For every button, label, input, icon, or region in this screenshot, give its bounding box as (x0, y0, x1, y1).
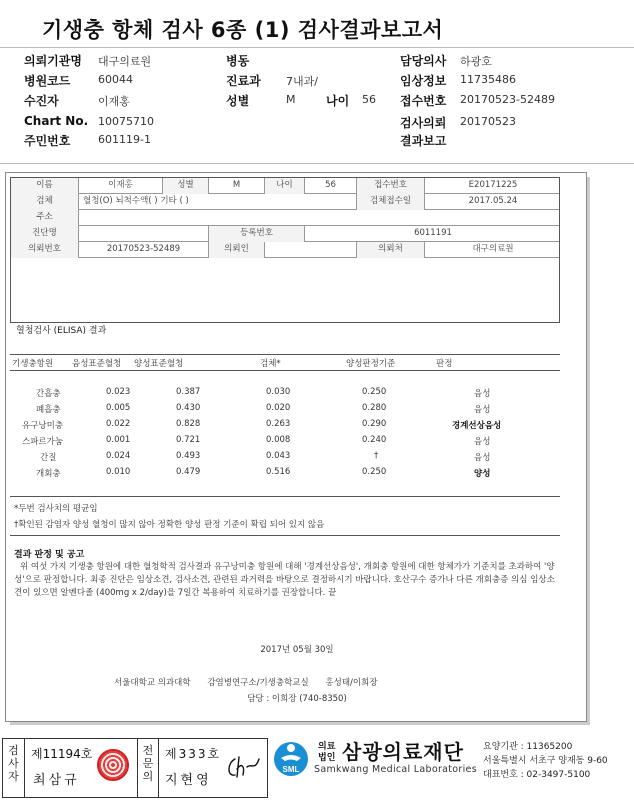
receipt-cell-value: E20171225 (468, 180, 518, 190)
name-value: 이재홍 (79, 178, 163, 194)
hospital-code-value: 60044 (98, 73, 133, 86)
receipt-cell-label: 접수번호 (357, 178, 425, 194)
chart-no-label: Chart No. (24, 114, 89, 128)
exam-request-label: 검사의뢰 (400, 116, 447, 130)
conclusion-title: 결과 판정 및 공고 (14, 550, 85, 560)
note-average: *두번 검사치의 평균임 (14, 504, 98, 514)
clinical-info-label: 임상정보 (400, 74, 447, 88)
name-label: 이름 (11, 178, 79, 194)
antigen-cell: 간흡충 (36, 389, 61, 399)
specialist-signature-icon (225, 753, 261, 783)
report-document (5, 172, 587, 722)
org-people: 홍성태/이희장 (325, 678, 378, 688)
org-line (114, 676, 392, 688)
verdict-cell: 음성 (474, 405, 491, 415)
sample-cell: 0.516 (266, 467, 291, 477)
header-row-5 (0, 132, 634, 150)
table-row (10, 467, 560, 481)
age-cell-label: 나이 (265, 178, 305, 194)
sex-label: 성별 (226, 94, 250, 108)
receipt-no-label: 접수번호 (400, 94, 447, 108)
sample-cell: 0.008 (266, 435, 291, 445)
signature-box (2, 738, 268, 798)
document-shadow-right (587, 177, 590, 723)
pos-cell: 0.479 (176, 467, 201, 477)
resident-no-value: 601119-1 (98, 133, 151, 146)
col-neg-standard: 음성표준혈청 (72, 359, 122, 369)
agency-code: 요양기관 : 11365200 (483, 742, 573, 752)
reg-no-label: 등록번호 (209, 226, 305, 242)
info-row-diagnosis (11, 226, 559, 242)
reg-no-value: 6011191 (414, 228, 452, 238)
specimen-date-value: 2017.05.24 (468, 196, 518, 206)
antigen-cell: 스파르가눔 (22, 437, 64, 447)
sample-cell: 0.020 (266, 403, 291, 413)
org-info (483, 740, 608, 782)
document-shadow-bottom (10, 722, 590, 725)
pos-cell: 0.721 (176, 435, 201, 445)
request-no-label: 의뢰번호 (11, 242, 79, 258)
receipt-no-value: 20170523-52489 (460, 93, 555, 106)
table-row (10, 403, 560, 417)
neg-cell: 0.022 (106, 419, 131, 429)
brand-prefix: 의료 법인 (318, 742, 336, 763)
cutoff-cell: 0.240 (362, 435, 387, 445)
requesting-org-label: 의뢰기관명 (24, 54, 82, 68)
org-lab: 감염병연구소/기생충학교실 (207, 678, 309, 688)
info-row-request (11, 242, 559, 258)
diagnosis-value (79, 226, 209, 242)
info-row-address (11, 210, 559, 226)
org-phone: 대표번호 : 02-3497-5100 (483, 770, 591, 780)
sample-cell: 0.263 (266, 419, 291, 429)
col-antigen: 기생충항원 (12, 359, 54, 369)
sml-logo-icon (272, 740, 310, 778)
cutoff-cell: † (374, 451, 379, 461)
note-cutoff: †확인된 감염자 양성 혈청이 많지 않아 정확한 양성 판정 기준이 확립 되어 있지 않음 (14, 520, 325, 530)
header-row-2 (0, 72, 634, 90)
header-divider (0, 47, 634, 48)
info-row-name (11, 178, 559, 194)
report-date: 2017년 05월 30일 (260, 645, 334, 655)
antigen-cell: 간질 (40, 453, 57, 463)
attending-doctor-value: 하광호 (460, 55, 492, 68)
specialist-label: 전문의 (137, 739, 159, 797)
requesting-org-value: 대구의료원 (98, 55, 152, 68)
specimen-label: 검체 (11, 194, 79, 210)
cutoff-cell: 0.280 (362, 403, 387, 413)
col-verdict: 판정 (436, 359, 453, 369)
examiner-seal-icon (97, 749, 129, 781)
neg-cell: 0.005 (106, 403, 131, 413)
sample-cell: 0.043 (266, 451, 291, 461)
examiner-name: 최삼규 (33, 773, 80, 788)
resident-no-label: 주민번호 (24, 134, 71, 148)
neg-cell: 0.001 (106, 435, 131, 445)
sex-cell-value: M (209, 178, 265, 194)
address-label: 주소 (11, 210, 79, 226)
age-cell-value: 56 (305, 178, 357, 194)
attending-doctor-label: 담당의사 (400, 54, 447, 68)
examiner-label: 검사자 (3, 739, 25, 797)
verdict-cell: 경계선상음성 (452, 421, 502, 431)
footer (0, 736, 634, 802)
examinee-label: 수진자 (24, 94, 59, 108)
department-value: 7내과/ (286, 75, 318, 88)
col-sample: 검체* (260, 359, 281, 369)
verdict-cell: 음성 (474, 437, 491, 447)
antigen-cell: 폐흡충 (36, 405, 61, 415)
results-header (10, 354, 560, 371)
header-row-4 (0, 114, 634, 132)
table-row (10, 451, 560, 465)
chart-no-value: 10075710 (98, 115, 154, 128)
sml-logo-text: SML (282, 765, 300, 774)
sex-cell-label: 성별 (163, 178, 209, 194)
org-university: 서울대학교 의과대학 (114, 678, 191, 688)
report-title: 기생충 항체 검사 6종 (1) 검사결과보고서 (42, 18, 444, 42)
hospital-code-label: 병원코드 (24, 74, 71, 88)
org-address: 서울특별시 서초구 양재동 9-60 (483, 756, 608, 766)
specialist-license: 제333호 (165, 747, 222, 761)
neg-cell: 0.024 (106, 451, 131, 461)
info-row-specimen (11, 194, 559, 210)
result-report-label: 결과보고 (400, 134, 447, 148)
neg-cell: 0.023 (106, 387, 131, 397)
requester-value (265, 242, 357, 258)
pos-cell: 0.828 (176, 419, 201, 429)
col-cutoff: 양성판정기준 (346, 359, 396, 369)
contact-line: 담당 : 이희장 (740-8350) (247, 694, 347, 704)
age-value: 56 (362, 93, 376, 106)
table-row (10, 387, 560, 401)
sample-cell: 0.030 (266, 387, 291, 397)
request-no-value: 20170523-52489 (79, 242, 209, 258)
cutoff-cell: 0.290 (362, 419, 387, 429)
pos-cell: 0.493 (176, 451, 201, 461)
examinee-value: 이재홍 (98, 95, 130, 108)
info-row-blank (11, 258, 559, 322)
patient-info-table (10, 177, 560, 323)
examiner-license: 제11194호 (31, 747, 93, 761)
antigen-cell: 개회충 (36, 469, 61, 479)
request-place-label: 의뢰처 (357, 242, 425, 258)
neg-cell: 0.010 (106, 467, 131, 477)
exam-request-value: 20170523 (460, 115, 516, 128)
antigen-cell: 유구낭미충 (22, 421, 64, 431)
requester-label: 의뢰인 (209, 242, 265, 258)
cutoff-cell: 0.250 (362, 387, 387, 397)
table-row (10, 419, 560, 433)
col-pos-standard: 양성표준혈청 (134, 359, 184, 369)
specialist-name: 지현영 (165, 773, 212, 788)
results-notes (10, 499, 560, 536)
verdict-cell: 음성 (474, 389, 491, 399)
pos-cell: 0.387 (176, 387, 201, 397)
specimen-date-label: 검체접수일 (357, 194, 425, 210)
results-table (10, 371, 560, 497)
table-row (10, 435, 560, 449)
header-row-1 (0, 52, 634, 70)
verdict-cell: 양성 (474, 469, 491, 479)
elisa-section-title: 혈청검사 (ELISA) 결과 (16, 326, 107, 336)
specimen-value: 혈청(O) 뇌척수액( ) 기타 ( ) (79, 194, 357, 210)
header-row-3 (0, 92, 634, 110)
verdict-cell: 음성 (474, 453, 491, 463)
header-bottom-divider (0, 163, 634, 164)
brand-name: 삼광의료재단 (342, 740, 464, 764)
ward-label: 병동 (226, 54, 250, 68)
cutoff-cell: 0.250 (362, 467, 387, 477)
request-place-value: 대구의료원 (472, 244, 514, 254)
department-label: 진료과 (226, 74, 261, 88)
diagnosis-label: 진단명 (11, 226, 79, 242)
conclusion-body: 위 여섯 가지 기생충 항원에 대한 혈청학적 검사결과 유구낭미충 항원에 대해 '경계선상음성', 개회충 항원에 대한 항체가가 기준치를 초과하여 '양성'으로 판정합니다. 최종 진단은 임상소견, 검사소견, 관련된 과거력을 바탕으로 결정하시기 바랍니다. 호산구수 증가나 다른 개회충증 의심 임상소견이 있으면 알벤다졸 (400mg x 2/day)을 7일간 복용하여 치료하기를 권장합니다. 끝 (14, 562, 555, 598)
sex-value: M (286, 93, 296, 106)
brand-english: Samkwang Medical Laboratories (314, 764, 477, 775)
clinical-info-value: 11735486 (460, 73, 516, 86)
pos-cell: 0.430 (176, 403, 201, 413)
age-label: 나이 (326, 94, 350, 108)
